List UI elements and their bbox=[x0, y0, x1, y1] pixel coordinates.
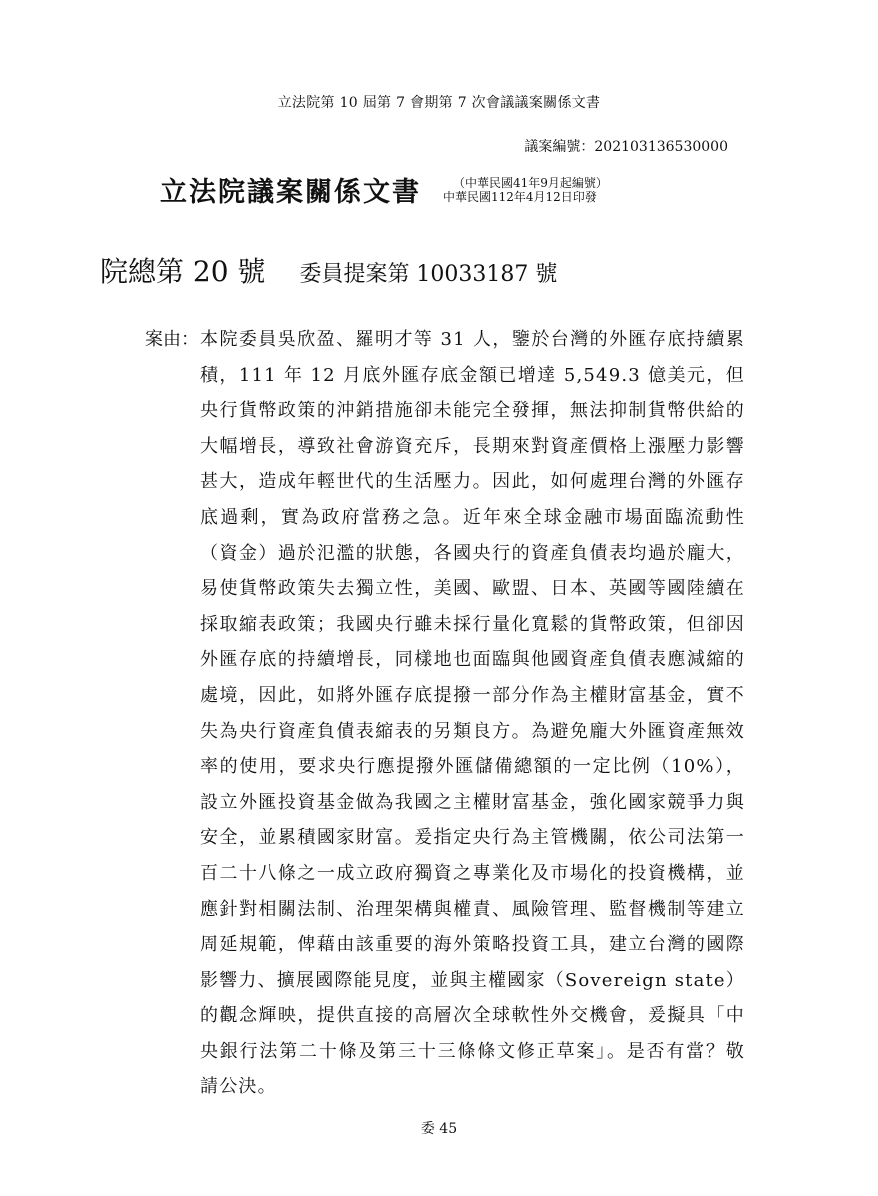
document-title-block bbox=[160, 170, 608, 209]
member-proposal-number: 委員提案第 10033187 號 bbox=[299, 262, 558, 287]
numbering-established-note: （中華民國41年9月起編號） bbox=[453, 175, 608, 190]
case-label: 案由： bbox=[145, 329, 199, 350]
case-section bbox=[145, 322, 745, 1105]
print-date-note: 中華民國112年4月12日印發 bbox=[443, 189, 597, 204]
document-number-row bbox=[100, 250, 557, 290]
bill-number: 議案編號：202103136530000 bbox=[524, 139, 728, 155]
document-meta bbox=[443, 176, 608, 204]
case-text: 本院委員吳欣盈、羅明才等 31 人，鑒於台灣的外匯存底持續累積，111 年 12 月底外匯存底金額已增達 5,549.3 億美元，但央行貨幣政策的沖銷措施卻未能完全發揮，無法抑制貨幣供給的大幅增長，導致社會游資充斥，長期來對資產價格上漲壓力影響甚大，造成年輕世代的生活壓力。因此，如何處理台灣的外匯存底過剩，實為政府當務之急。近年來全球金融市場面臨流動性（資金）過於氾濫的狀態，各國央行的資產負債表均過於龐大，易使貨幣政策失去獨立性，美國、歐盟、日本、英國等國陸續在採取縮表政策；我國央行雖未採行量化寬鬆的貨幣政策，但卻因外匯存底的持續增長，同樣地也面臨與他國資產負債表應減縮的處境，因此，如將外匯存底提撥一部分作為主權財富基金，實不失為央行資產負債表縮表的另類良方。為避免龐大外匯資產無效率的使用，要求央行應提撥外匯儲備總額的一定比例（10%），設立外匯投資基金做為我國之主權財富基金，強化國家競爭力與安全，並累積國家財富。爰指定央行為主管機關，依公司法第一百二十八條之一成立政府獨資之專業化及市場化的投資機構，並應針對相關法制、治理架構與權責、風險管理、監督機制等建立周延規範，俾藉由該重要的海外策略投資工具，建立台灣的國際影響力、擴展國際能見度，並與主權國家（Sovereign state）的觀念輝映，提供直接的高層次全球軟性外交機會，爰擬具「中央銀行法第二十條及第三十三條條文修正草案」。是否有當？敬請公決。 bbox=[200, 329, 745, 1098]
general-document-number: 院總第 20 號 bbox=[100, 255, 266, 288]
running-header: 立法院第 10 屆第 7 會期第 7 次會議議案關係文書 bbox=[277, 95, 601, 111]
page-number: 委 45 bbox=[420, 1121, 458, 1137]
document-title: 立法院議案關係文書 bbox=[160, 177, 421, 208]
